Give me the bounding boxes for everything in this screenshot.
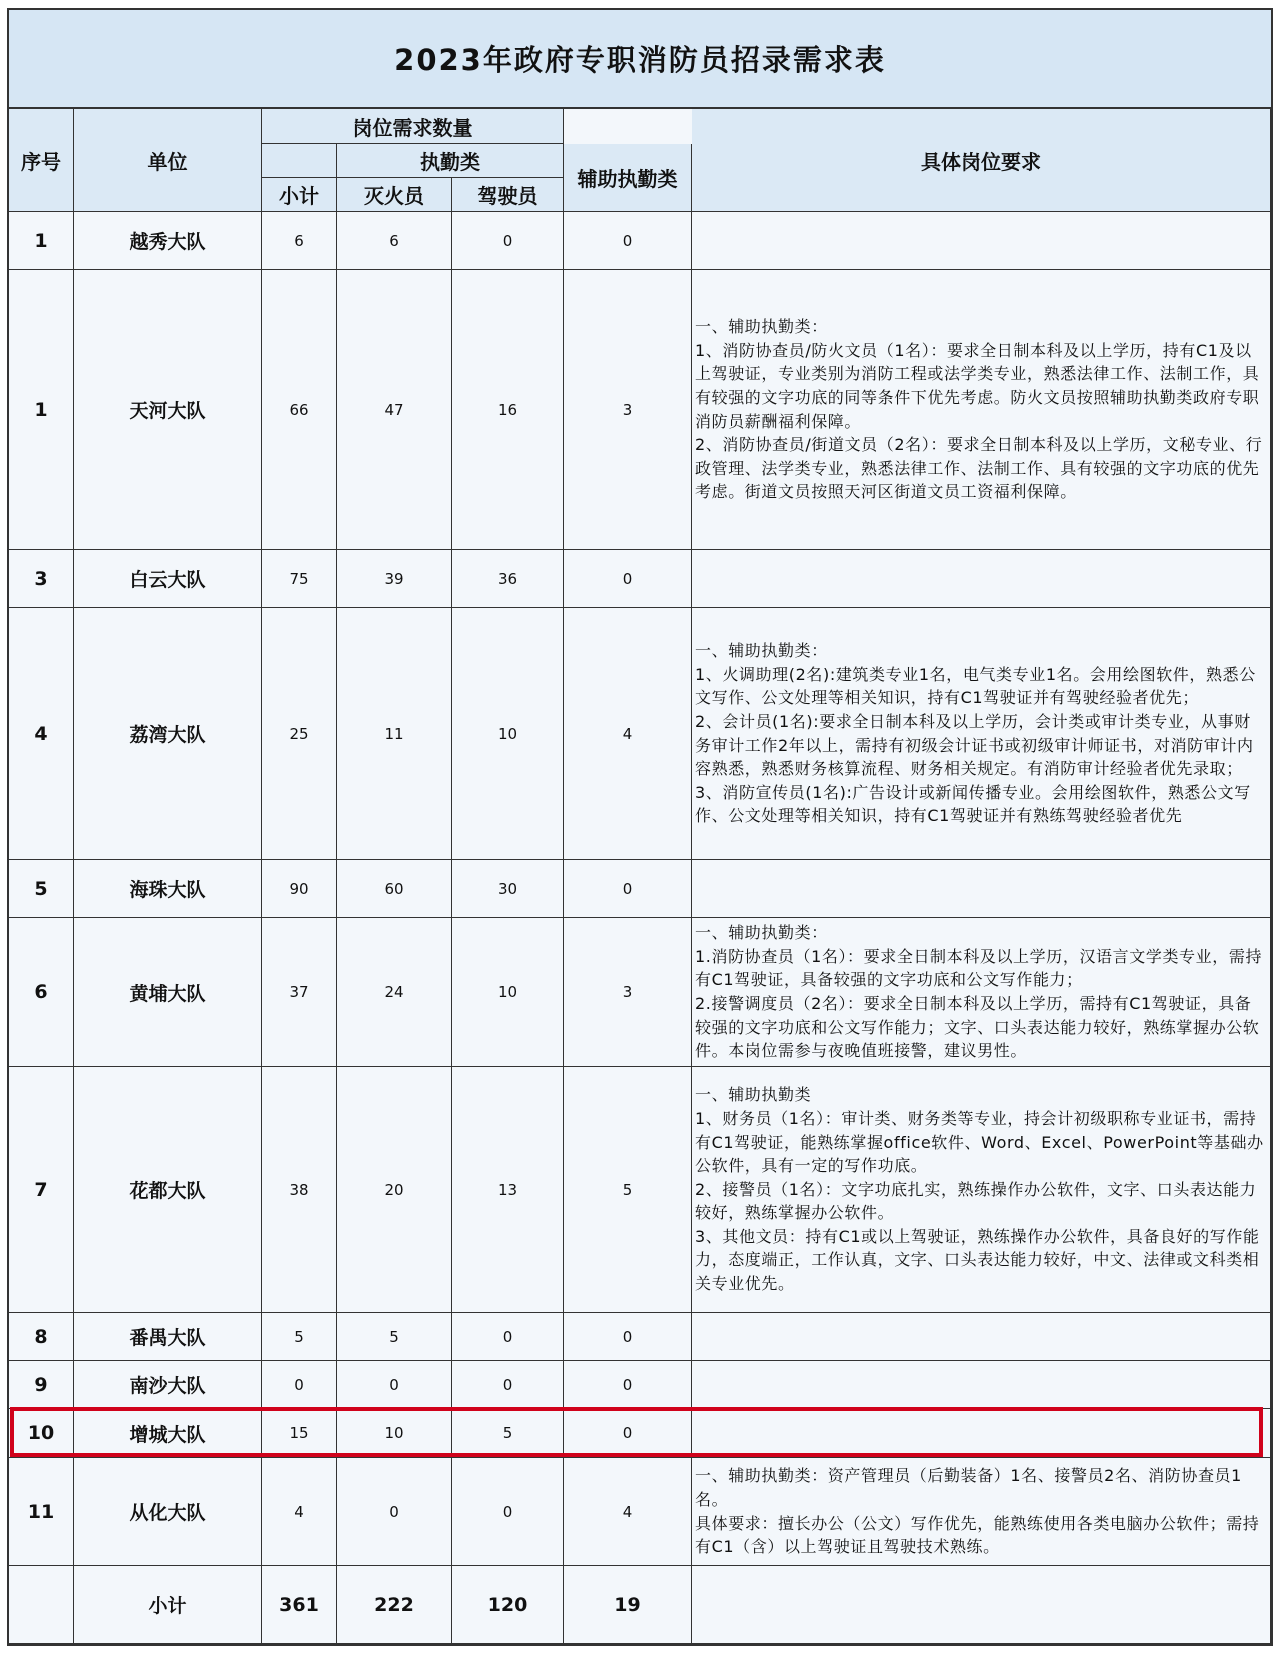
row-requirements — [692, 1313, 1271, 1361]
row-requirements: 一、辅助执勤类： 1、消防协查员/防火文员（1名）：要求全日制本科及以上学历，持有C1及以上驾驶证，专业类别为消防工程或法学类专业，熟悉法律工作、法制工作，具有较强的文字功底的同等条件下优先考虑。防火文员按照辅助执勤类政府专职消防员薪酬福利保障。 2、消防协查员/街道文员（2名）：要求全日制本科及以上学历，文秘专业、行政管理、法学类专业，熟悉法律工作、法制工作、具有较强的文字功底的优先考虑。街道文员按照天河区街道文员工资福利保障。 — [692, 270, 1271, 550]
row-subtotal: 37 — [262, 918, 337, 1067]
row-firefighter: 10 — [337, 1409, 452, 1458]
row-unit: 花都大队 — [74, 1067, 262, 1313]
row-driver: 16 — [452, 270, 564, 550]
row-requirements: 一、辅助执勤类： 1.消防协查员（1名）：要求全日制本科及以上学历，汉语言文学类专业，需持有C1驾驶证，具备较强的文字功底和公文写作能力； 2.接警调度员（2名）：要求全日制本科及以上学历，需持有C1驾驶证，具备较强的文字功底和公文写作能力；文字、口头表达能力较好，熟练掌握办公软件。本岗位需参与夜晚值班接警，建议男性。 — [692, 918, 1271, 1067]
row-firefighter: 39 — [337, 550, 452, 608]
row-subtotal: 25 — [262, 608, 337, 860]
row-requirements — [692, 1361, 1271, 1409]
table-title: 2023年政府专职消防员招录需求表 — [9, 10, 1271, 109]
row-driver: 10 — [452, 608, 564, 860]
row-requirements: 一、辅助执勤类 1、财务员（1名）：审计类、财务类等专业，持会计初级职称专业证书，需持有C1驾驶证，能熟练掌握office软件、Word、Excel、PowerPoint等基础办公软件，具有一定的写作功底。 2、接警员（1名）：文字功底扎实，熟练操作办公软件，文字、口头表达能力较好，熟练掌握办公软件。 3、其他文员：持有C1或以上驾驶证，熟练操作办公软件，具备良好的写作能力，态度端正，工作认真，文字、口头表达能力较好，中文、法律或文科类相关专业优先。 — [692, 1067, 1271, 1313]
header-aux: 辅助执勤类 — [564, 144, 692, 212]
row-aux: 3 — [564, 270, 692, 550]
header-blank — [262, 144, 337, 178]
row-subtotal: 0 — [262, 1361, 337, 1409]
row-driver: 10 — [452, 918, 564, 1067]
row-firefighter: 47 — [337, 270, 452, 550]
row-driver: 13 — [452, 1067, 564, 1313]
header-driver: 驾驶员 — [452, 178, 564, 212]
row-driver: 36 — [452, 550, 564, 608]
row-aux: 4 — [564, 608, 692, 860]
total-aux: 19 — [564, 1566, 692, 1644]
total-firefighter: 222 — [337, 1566, 452, 1644]
row-requirements — [692, 550, 1271, 608]
header-firefighter: 灭火员 — [337, 178, 452, 212]
row-no: 4 — [9, 608, 74, 860]
row-driver: 0 — [452, 1361, 564, 1409]
row-requirements — [692, 860, 1271, 918]
row-subtotal: 66 — [262, 270, 337, 550]
row-unit: 白云大队 — [74, 550, 262, 608]
total-label: 小计 — [74, 1566, 262, 1644]
row-no: 10 — [9, 1409, 74, 1458]
row-aux: 0 — [564, 550, 692, 608]
row-unit: 黄埔大队 — [74, 918, 262, 1067]
row-unit: 越秀大队 — [74, 212, 262, 270]
row-requirements — [692, 212, 1271, 270]
row-requirements: 一、辅助执勤类：资产管理员（后勤装备）1名、接警员2名、消防协查员1名。 具体要求：擅长办公（公文）写作优先，能熟练使用各类电脑办公软件；需持有C1（含）以上驾驶证且驾驶技术熟练。 — [692, 1458, 1271, 1566]
header-no: 序号 — [9, 109, 74, 212]
row-firefighter: 0 — [337, 1458, 452, 1566]
header-unit: 单位 — [74, 109, 262, 212]
row-firefighter: 60 — [337, 860, 452, 918]
row-aux: 5 — [564, 1067, 692, 1313]
row-unit: 天河大队 — [74, 270, 262, 550]
row-firefighter: 20 — [337, 1067, 452, 1313]
row-aux: 0 — [564, 1409, 692, 1458]
row-no: 8 — [9, 1313, 74, 1361]
row-firefighter: 24 — [337, 918, 452, 1067]
total-driver: 120 — [452, 1566, 564, 1644]
total-no — [9, 1566, 74, 1644]
row-aux: 3 — [564, 918, 692, 1067]
header-quantity: 岗位需求数量 — [262, 109, 564, 144]
row-subtotal: 5 — [262, 1313, 337, 1361]
total-requirements — [692, 1566, 1271, 1644]
row-driver: 0 — [452, 1313, 564, 1361]
row-unit: 从化大队 — [74, 1458, 262, 1566]
row-subtotal: 6 — [262, 212, 337, 270]
row-firefighter: 5 — [337, 1313, 452, 1361]
total-subtotal: 361 — [262, 1566, 337, 1644]
row-subtotal: 90 — [262, 860, 337, 918]
row-unit: 番禺大队 — [74, 1313, 262, 1361]
row-no: 1 — [9, 270, 74, 550]
row-driver: 0 — [452, 212, 564, 270]
row-unit: 增城大队 — [74, 1409, 262, 1458]
row-unit: 南沙大队 — [74, 1361, 262, 1409]
header-requirements: 具体岗位要求 — [692, 109, 1271, 212]
row-unit: 荔湾大队 — [74, 608, 262, 860]
row-no: 1 — [9, 212, 74, 270]
header-subtotal: 小计 — [262, 178, 337, 212]
row-no: 9 — [9, 1361, 74, 1409]
row-no: 6 — [9, 918, 74, 1067]
row-subtotal: 15 — [262, 1409, 337, 1458]
row-aux: 0 — [564, 1361, 692, 1409]
row-no: 3 — [9, 550, 74, 608]
row-driver: 0 — [452, 1458, 564, 1566]
row-firefighter: 11 — [337, 608, 452, 860]
row-subtotal: 75 — [262, 550, 337, 608]
row-no: 5 — [9, 860, 74, 918]
row-driver: 5 — [452, 1409, 564, 1458]
row-requirements — [692, 1409, 1271, 1458]
row-aux: 0 — [564, 212, 692, 270]
row-driver: 30 — [452, 860, 564, 918]
row-aux: 0 — [564, 1313, 692, 1361]
recruitment-table — [7, 8, 1273, 1646]
row-aux: 4 — [564, 1458, 692, 1566]
row-firefighter: 6 — [337, 212, 452, 270]
header-duty: 执勤类 — [337, 144, 564, 178]
row-no: 7 — [9, 1067, 74, 1313]
row-no: 11 — [9, 1458, 74, 1566]
row-firefighter: 0 — [337, 1361, 452, 1409]
row-aux: 0 — [564, 860, 692, 918]
row-unit: 海珠大队 — [74, 860, 262, 918]
row-subtotal: 38 — [262, 1067, 337, 1313]
row-subtotal: 4 — [262, 1458, 337, 1566]
row-requirements: 一、辅助执勤类： 1、火调助理(2名):建筑类专业1名，电气类专业1名。会用绘图软件，熟悉公文写作、公文处理等相关知识，持有C1驾驶证并有驾驶经验者优先； 2、会计员(1名):要求全日制本科及以上学历，会计类或审计类专业，从事财务审计工作2年以上，需持有初级会计证书或初级审计师证书，对消防审计内容熟悉，熟悉财务核算流程、财务相关规定。有消防审计经验者优先录取； 3、消防宣传员(1名):广告设计或新闻传播专业。会用绘图软件，熟悉公文写作、公文处理等相关知识，持有C1驾驶证并有熟练驾驶经验者优先 — [692, 608, 1271, 860]
